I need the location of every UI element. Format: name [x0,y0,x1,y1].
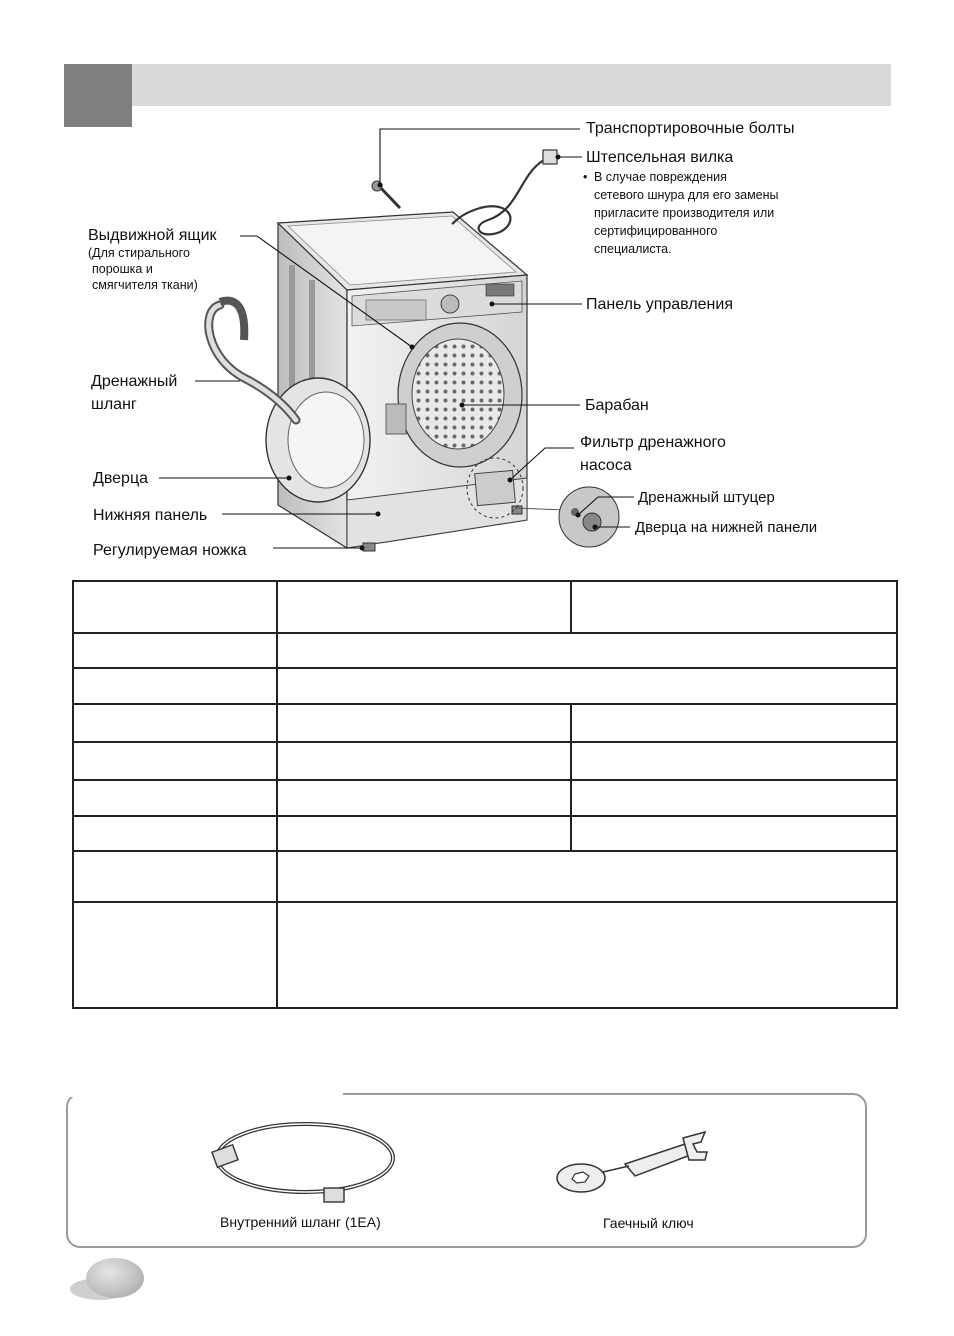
drawer-note-line: смягчителя ткани) [92,278,198,292]
table-cell [73,581,277,633]
label-transport-bolts: Транспортировочные болты [586,120,795,137]
table-row [73,704,897,742]
table-cell [73,668,277,704]
bolt-icon [372,181,400,208]
label-control-panel: Панель управления [586,296,733,313]
accessories-panel [66,1093,867,1248]
table-cell [73,851,277,902]
table-cell [73,816,277,851]
drawer-note-line: порошка и [92,262,153,276]
drawer-note-line: (Для стирального [88,246,190,260]
table-cell [571,581,897,633]
table-row [73,633,897,668]
table-row [73,780,897,816]
table-cell [73,902,277,1008]
table-cell [277,704,571,742]
label-drum: Барабан [585,397,649,414]
label-power-plug: Штепсельная вилка [586,149,734,166]
table-cell [73,633,277,668]
table-row [73,902,897,1008]
spanner-icon [555,1130,715,1200]
table-cell [571,704,897,742]
table-cell [571,816,897,851]
power-note-line: сетевого шнура для его замены [594,188,779,202]
label-drain-plug: Дренажный штуцер [638,489,775,506]
accessory-inlet-hose-label: Внутренний шланг (1ЕА) [220,1214,381,1230]
accessory-spanner-label: Гаечный ключ [603,1215,694,1231]
power-note-line: специалиста. [594,242,672,256]
washing-machine-icon [266,212,527,551]
table-row [73,851,897,902]
table-cell [571,780,897,816]
hose-icon [200,1110,400,1210]
table-row [73,816,897,851]
power-note-bullet: • [583,170,588,184]
table-cell [571,742,897,780]
power-note-line: пригласите производителя или [594,206,775,220]
table-cell [277,851,897,902]
label-drain-hose-line1: Дренажный [91,373,178,390]
table-cell [73,704,277,742]
label-pump-filter-line2: насоса [580,457,632,474]
page-number-badge [86,1258,144,1298]
table-cell [277,581,571,633]
label-door: Дверца [93,470,149,487]
label-drawer: Выдвижной ящик [88,227,217,244]
table-cell [73,742,277,780]
label-drain-hose-line2: шланг [91,396,137,413]
table-cell [277,633,897,668]
table-cell [277,742,571,780]
accessories-panel-title-gap [60,1087,343,1097]
specification-table [72,580,898,1009]
table-cell [277,902,897,1008]
table-cell [277,668,897,704]
table-cell [277,816,571,851]
table-cell [73,780,277,816]
label-pump-filter-line1: Фильтр дренажного [580,434,726,451]
label-adjustable-foot: Регулируемая ножка [93,542,247,559]
table-cell [277,780,571,816]
table-row [73,668,897,704]
label-lower-cover-door: Дверца на нижней панели [635,519,818,536]
table-row [73,742,897,780]
label-lower-cover: Нижняя панель [93,507,208,524]
power-note-line: В случае повреждения [594,170,727,184]
power-note-line: сертифицированного [594,224,718,238]
table-row [73,581,897,633]
